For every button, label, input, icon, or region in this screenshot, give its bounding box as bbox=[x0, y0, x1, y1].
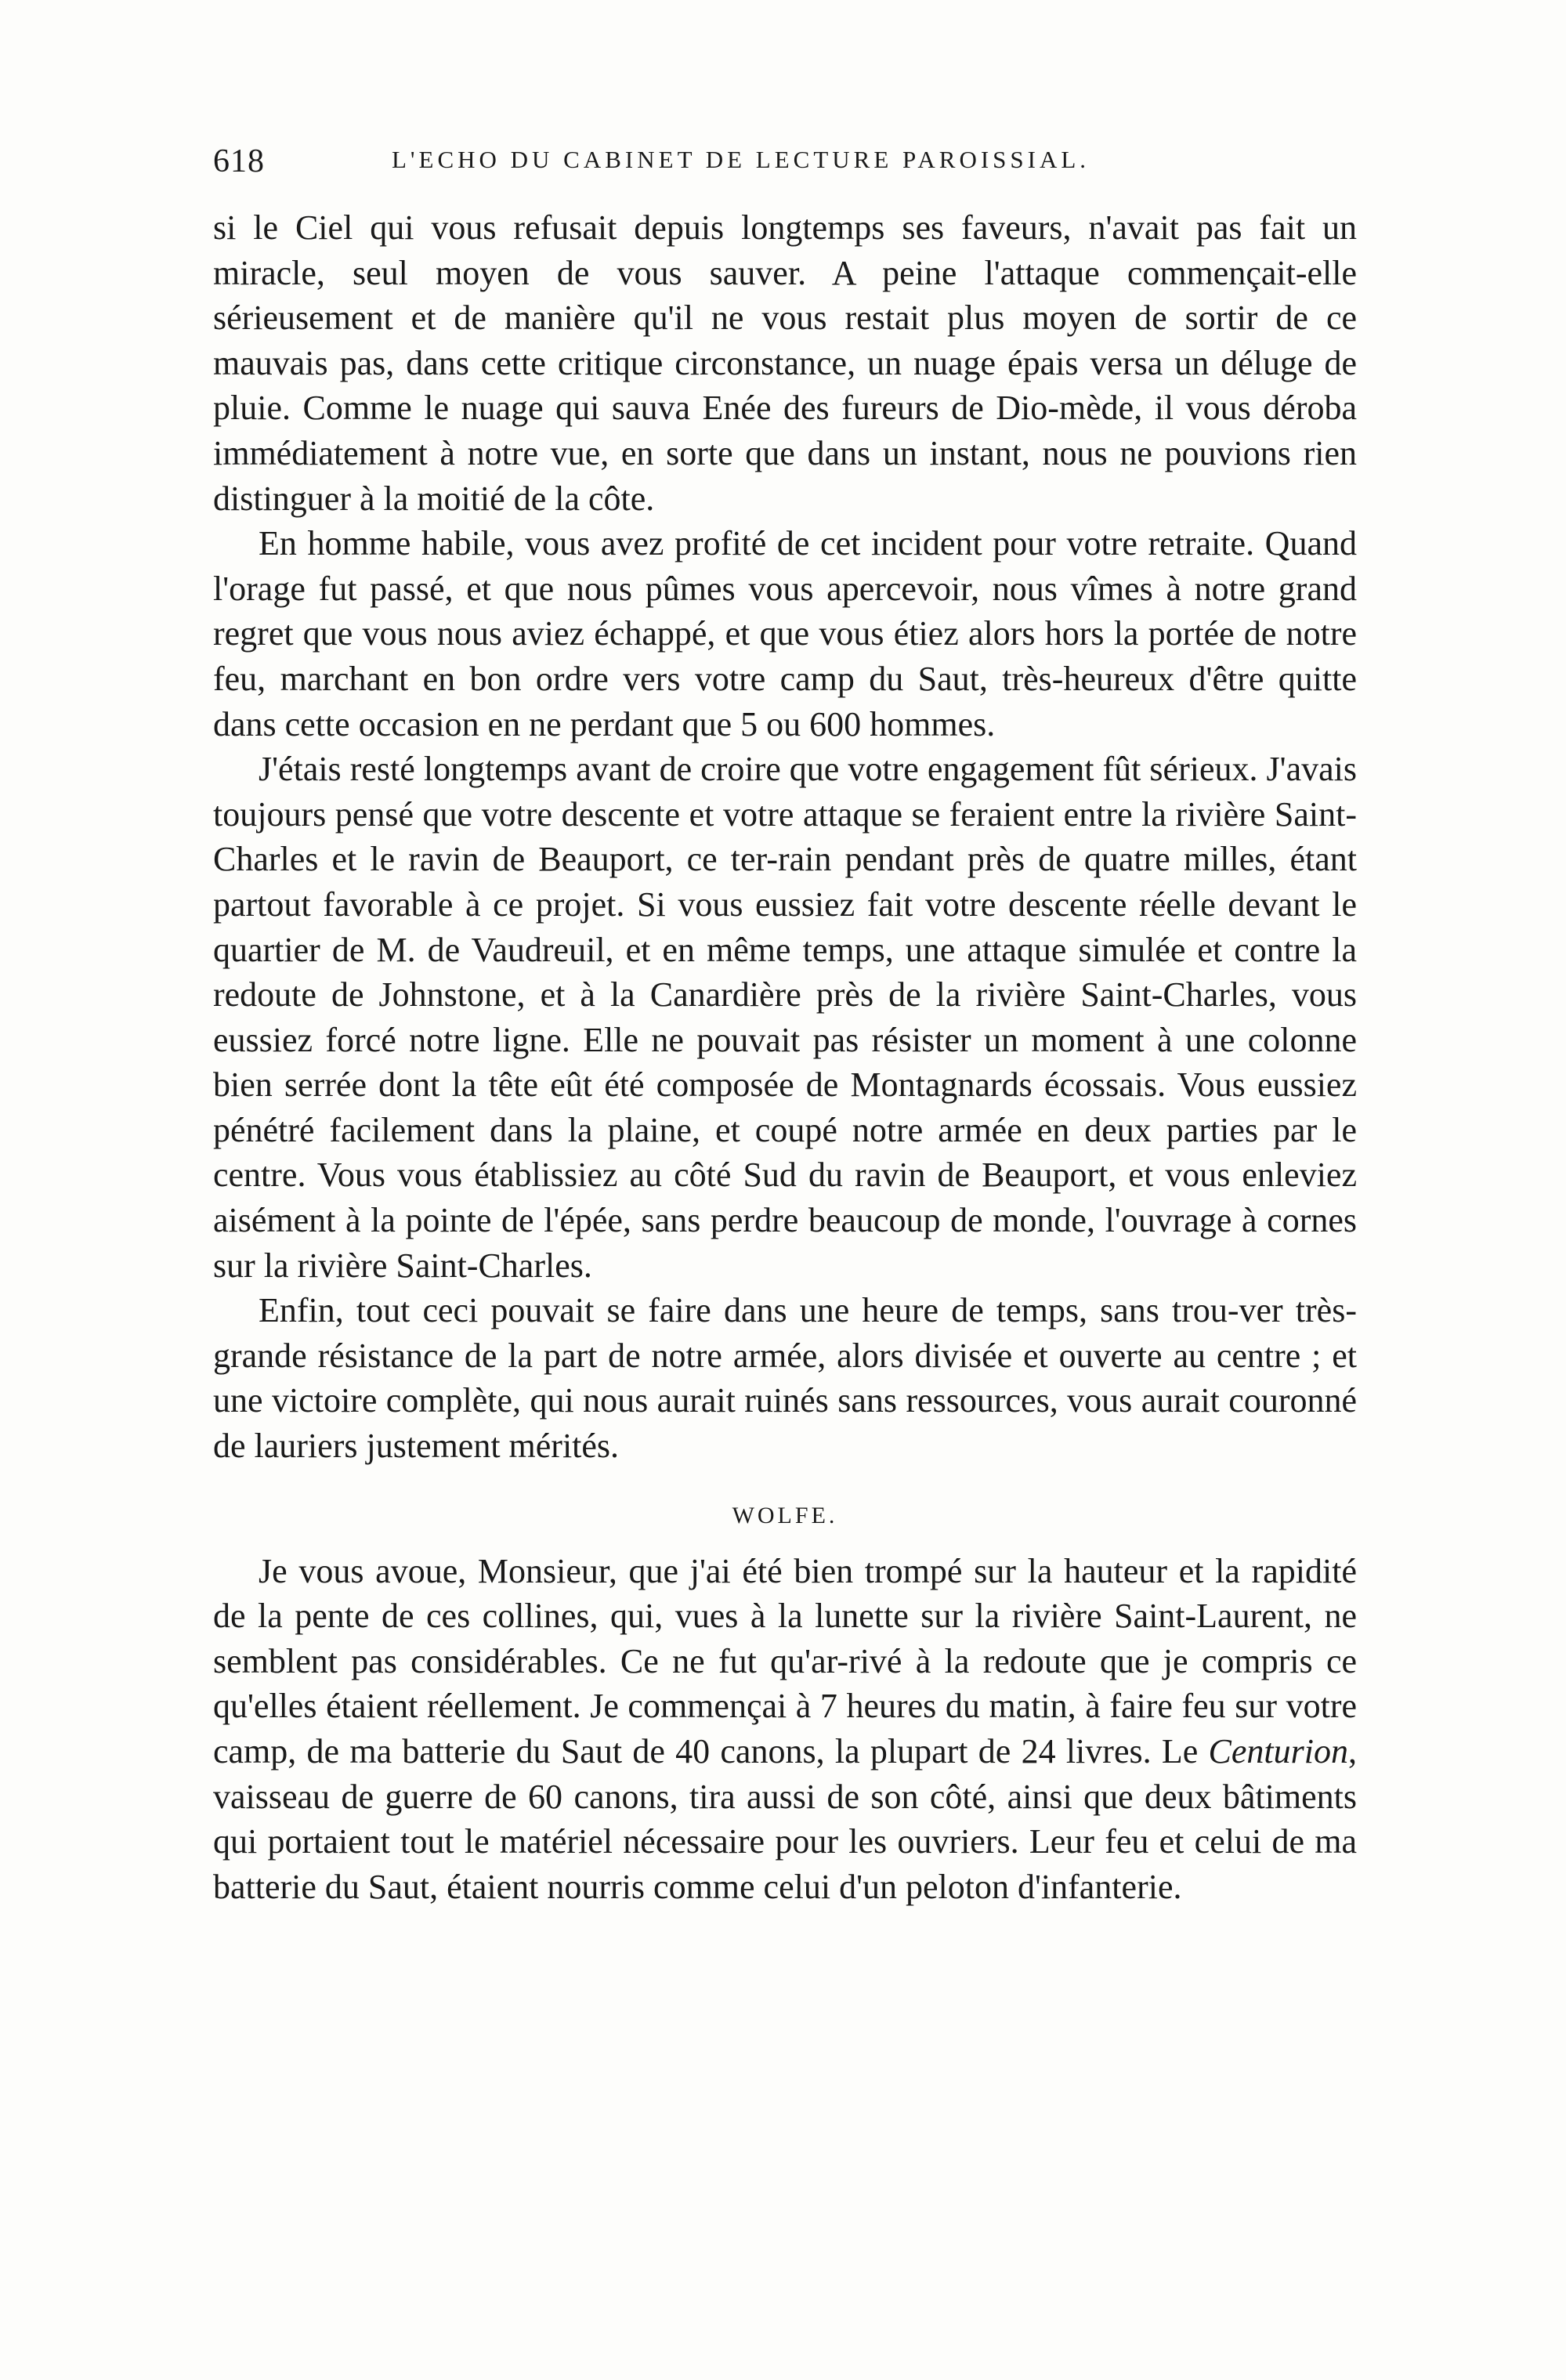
paragraph bbox=[213, 1549, 1357, 1910]
paragraph-text-end: , vaisseau de guerre de 60 canons, tira aussi de son côté, ainsi que deux bâtiments qui portaient tout le matériel nécessaire pour les ouvriers. Leur feu et celui de ma batterie du Saut, étaient nourris comme celui d'un peloton d'infanterie. bbox=[213, 1732, 1357, 1906]
running-head: L'ECHO DU CABINET DE LECTURE PAROISSIAL. bbox=[392, 146, 1090, 173]
page-number: 618 bbox=[213, 143, 265, 179]
paragraph: si le Ciel qui vous refusait depuis longtemps ses faveurs, n'avait pas fait un miracle, seul moyen de vous sauver. A peine l'attaque commençait-elle sérieusement et de manière qu'il ne vous restait plus moyen de sortir de ce mauvais pas, dans cette critique circonstance, un nuage épais versa un déluge de pluie. Comme le nuage qui sauva Enée des fureurs de Dio-mède, il vous déroba immédiatement à notre vue, en sorte que dans un instant, nous ne pouvions rien distinguer à la moitié de la côte. bbox=[213, 208, 1357, 518]
paragraph: En homme habile, vous avez profité de cet incident pour votre retraite. Quand l'orage fut passé, et que nous pûmes vous apercevoir, nous vîmes à notre grand regret que vous nous aviez échappé, et que vous étiez alors hors la portée de notre feu, marchant en bon ordre vers votre camp du Saut, très-heureux d'être quitte dans cette occasion en ne perdant que 5 ou 600 hommes. bbox=[213, 524, 1357, 743]
paragraph: Enfin, tout ceci pouvait se faire dans une heure de temps, sans trou-ver très-grande résistance de la part de notre armée, alors divisée et ouverte au centre ; et une victoire complète, qui nous aurait ruinés sans ressources, vous aurait couronné de lauriers justement mérités. bbox=[213, 1291, 1357, 1466]
page-header bbox=[213, 143, 1357, 190]
paragraph-text-start: Je vous avoue, Monsieur, que j'ai été bien trompé sur la hauteur et la rapidité de la pente de ces collines, qui, vues à la lunette sur la rivière Saint-Laurent, ne semblent pas considérables. Ce ne fut qu'ar-rivé à la redoute que je compris ce qu'elles étaient réellement. Je commençai à 7 heures du matin, à faire feu sur votre camp, de ma batterie du Saut de 40 canons, la plupart de 24 livres. Le bbox=[213, 1551, 1357, 1771]
body-text bbox=[213, 205, 1357, 1909]
paragraph: J'étais resté longtemps avant de croire que votre engagement fût sérieux. J'avais toujours pensé que votre descente et votre attaque se feraient entre la rivière Saint-Charles et le ravin de Beauport, ce ter-rain pendant près de quatre milles, étant partout favorable à ce projet. Si vous eussiez fait votre descente réelle devant le quartier de M. de Vaudreuil, et en même temps, une attaque simulée et contre la redoute de Johnstone, et à la Canardière près de la rivière Saint-Charles, vous eussiez forcé notre ligne. Elle ne pouvait pas résister un moment à une colonne bien serrée dont la tête eût été composée de Montagnards écossais. Vous eussiez pénétré facilement dans la plaine, et coupé notre armée en deux parties par le centre. Vous vous établissiez au côté Sud du ravin de Beauport, et vous enleviez aisément à la pointe de l'épée, sans perdre beaucoup de monde, l'ouvrage à cornes sur la rivière Saint-Charles. bbox=[213, 750, 1357, 1285]
speaker-heading: WOLFE. bbox=[732, 1502, 838, 1528]
ship-name: Centurion bbox=[1208, 1732, 1348, 1771]
